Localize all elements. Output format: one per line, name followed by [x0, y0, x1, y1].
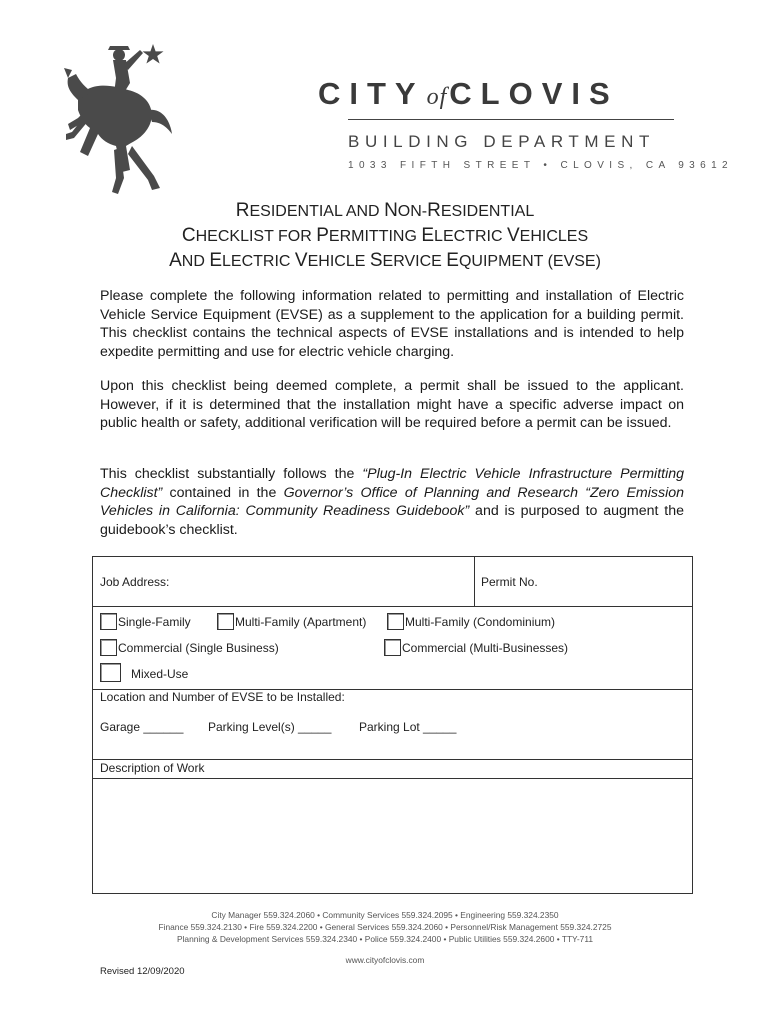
- description-field[interactable]: [93, 779, 692, 893]
- parking-lot-field[interactable]: Parking Lot _____: [359, 720, 457, 734]
- form-row-line: [93, 759, 692, 760]
- footer-line-3: Planning & Development Services 559.324.2340 • Police 559.324.2400 • Public Utilities 559.324.2600 • TTY-711: [176, 934, 594, 944]
- option-multi-family-apartment[interactable]: Multi-Family (Apartment): [217, 613, 366, 630]
- checkbox[interactable]: [217, 613, 234, 630]
- footer-line-2: Finance 559.324.2130 • Fire 559.324.2200 • General Services 559.324.2060 • Personnel/Risk Management 559.324.2725: [158, 922, 612, 932]
- of-word: of: [426, 84, 448, 110]
- star-icon: [143, 44, 164, 64]
- title-line-3: AND ELECTRIC VEHICLE SERVICE EQUIPMENT (EVSE): [169, 250, 601, 271]
- department-name: BUILDING DEPARTMENT: [348, 132, 655, 151]
- checkbox[interactable]: [100, 639, 117, 656]
- location-label: Location and Number of EVSE to be Installed:: [100, 690, 345, 704]
- permit-paragraph: Upon this checklist being deemed complete, a permit shall be issued to the applicant. However, if it is determined that the installation might have a specific adverse impact on public health or safety, additional verification will be required before a permit can be issued.: [100, 378, 684, 432]
- footer-line-1: City Manager 559.324.2060 • Community Services 559.324.2095 • Engineering 559.324.2350: [211, 910, 559, 920]
- intro-paragraph: Please complete the following information related to permitting and installation of Electric Vehicle Service Equipment (EVSE) as a supplement to the application for a building permit. This checklist contains the technical aspects of EVSE installations and is intended to help expedite permitting and use for electric vehicle charging.: [100, 288, 684, 360]
- guidebook-paragraph: This checklist substantially follows the “Plug-In Electric Vehicle Infrastructure Permitting Checklist” contained in the Governor’s Office of Planning and Research “Zero Emission Vehicles in California: Community Readiness Guidebook” and is purposed to augment the guidebook’s checklist.: [100, 466, 685, 538]
- city-logo-bronco-icon: [58, 38, 176, 198]
- footer-website: www.cityofclovis.com: [345, 955, 425, 965]
- clovis-word: CLOVIS: [449, 76, 619, 111]
- evse-checklist-form: [92, 556, 693, 894]
- city-word: CITY: [318, 76, 425, 111]
- garage-field[interactable]: Garage ______: [100, 720, 184, 734]
- permit-no-label: Permit No.: [481, 575, 538, 589]
- checkbox[interactable]: [100, 613, 117, 630]
- title-line-2: CHECKLIST FOR PERMITTING ELECTRIC VEHICLES: [181, 225, 589, 246]
- department-address: 1033 FIFTH STREET • CLOVIS, CA 93612: [348, 160, 734, 171]
- option-commercial-single[interactable]: Commercial (Single Business): [100, 639, 279, 656]
- page-footer: [100, 909, 670, 966]
- job-address-label: Job Address:: [100, 575, 170, 589]
- form-row-line: [93, 606, 692, 607]
- title-line-1: RESIDENTIAL AND NON-RESIDENTIAL: [235, 200, 535, 221]
- option-commercial-multi[interactable]: Commercial (Multi-Businesses): [384, 639, 568, 656]
- option-mixed-use[interactable]: Mixed-Use: [100, 663, 188, 682]
- parking-levels-field[interactable]: Parking Level(s) _____: [208, 720, 332, 734]
- option-multi-family-condominium[interactable]: Multi-Family (Condominium): [387, 613, 555, 630]
- revised-date: Revised 12/09/2020: [100, 966, 185, 977]
- checkbox[interactable]: [384, 639, 401, 656]
- header-rule: [348, 119, 674, 120]
- option-single-family[interactable]: Single-Family: [100, 613, 191, 630]
- form-row-line: [93, 689, 692, 690]
- checkbox[interactable]: [100, 663, 121, 682]
- document-title: [100, 199, 670, 274]
- checkbox[interactable]: [387, 613, 404, 630]
- city-name: [318, 76, 678, 112]
- description-label: Description of Work: [100, 761, 205, 775]
- form-divider: [474, 557, 475, 606]
